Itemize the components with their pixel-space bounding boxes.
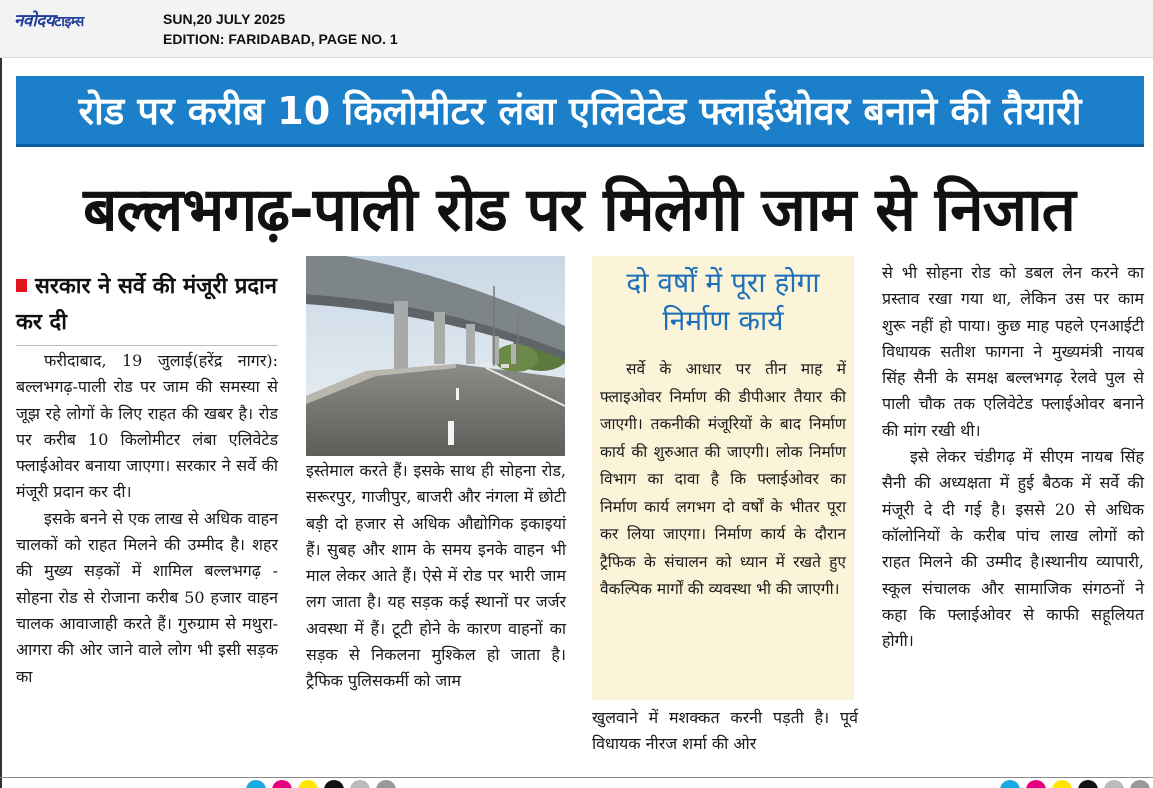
article-column-3	[592, 705, 858, 758]
column1-paragraph-2: इसके बनने से एक लाख से अधिक वाहन चालकों को राहत मिलने की उम्मीद है। शहर की मुख्य सड़कों में शामिल बल्लभगढ़ - सोहना रोड से रोजाना करीब 50 हजार वाहन चालक आवाजाही करते हैं। गुरुग्राम से मथुरा-आगरा की ओर जाने वाले लोग भी इसी सड़क का	[16, 508, 278, 686]
column2-text: इस्तेमाल करते हैं। इसके साथ ही सोहना रोड, सरूरपुर, गाजीपुर, बाजरी और नंगला में छोटी बड़ी दो हजार से अधिक औद्योगिक इकाइयां हैं। सुबह और शाम के समय इनके वाहन भी माल लेकर आते हैं। ऐसे में रोड पर भारी जाम लग जाता है। यह सड़क कई स्थानों पर जर्जर अवस्था में हैं। टूटी होने के कारण वाहनों का सड़क से निकलना मुश्किल हो जाता है। ट्रैफिक पुलिसकर्मी को जाम	[306, 461, 566, 691]
elevated-flyover-image	[306, 256, 565, 456]
bottom-divider	[0, 777, 1153, 778]
subheadline-text: सरकार ने सर्वे की मंजूरी प्रदान कर दी	[16, 274, 277, 335]
kicker-banner: रोड पर करीब 10 किलोमीटर लंबा एलिवेटेड फ्लाईओवर बनाने की तैयारी	[16, 76, 1144, 147]
sidebar-story-text: सर्वे के आधार पर तीन माह में फ्लाइओवर निर्माण की डीपीआर तैयार की जाएगी। तकनीकी मंजूरियों के बाद निर्माण कार्य की शुरुआत की जाएगी। लोक निर्माण विभाग का दावा है कि फ्लाईओवर का निर्माण कार्य लगभग दो वर्षों के भीतर पूरा कर लिया जाएगा। निर्माण कार्य के दौरान ट्रैफिक के संचालन को ध्यान में रखते हुए वैकल्पिक मार्गों की व्यवस्था भी की जाएगी।	[600, 360, 846, 598]
column4-paragraph-1: से भी सोहना रोड को डबल लेन करने का प्रस्ताव रखा गया था, लेकिन उस पर काम शुरू नहीं हो पाया। कुछ माह पहले एनआईटी विधायक सतीश फागना ने मुख्यमंत्री नायब सिंह सैनी के समक्ष बल्लभगढ़ रेलवे पुल से पाली चौक तक एलिवेटेड फ्लाईओवर बनाने की मांग रखी थी।	[882, 263, 1144, 440]
article-column-1	[16, 348, 278, 690]
red-square-bullet-icon	[16, 279, 27, 292]
logo-tail: टाइम्स	[54, 14, 84, 30]
sidebar-story-box	[592, 256, 854, 700]
main-headline: बल्लभगढ़-पाली रोड पर मिलेगी जाम से निजात	[83, 175, 1075, 245]
issue-date: SUN,20 JULY 2025	[163, 11, 286, 27]
page-header	[0, 0, 1153, 58]
subheadline	[16, 269, 278, 341]
sidebar-story-body	[600, 356, 846, 604]
newspaper-page	[0, 58, 1153, 788]
column4-paragraph-2: इसे लेकर चंडीगढ़ में सीएम नायब सिंह सैनी की अध्यक्षता में हुई बैठक में सर्वे की मंजूरी दे दी गई है। इससे 20 से अधिक कॉलोनियों के करीब पांच लाख लोगों को राहत मिलने की उम्मीद है।स्थानीय व्यापारी, स्कूल संचालक और सामाजिक संगठनों ने कहा कि फ्लाईओवर से काफी सहूलियत होगी।	[882, 447, 1144, 651]
column3-text: खुलवाने में मशक्कत करनी पड़ती है। पूर्व विधायक नीरज शर्मा की ओर	[592, 708, 858, 754]
article-column-4	[882, 260, 1144, 654]
sidebar-title-line-2: निर्माण कार्य	[662, 304, 784, 337]
logo-main: नवोदय	[14, 11, 55, 31]
flyover-photo	[306, 256, 565, 456]
newspaper-logo	[14, 8, 84, 31]
sidebar-title-line-1: दो वर्षों में पूरा होगा	[626, 266, 820, 299]
article-column-2	[306, 458, 566, 695]
sidebar-story-title	[592, 264, 854, 340]
edition-page: EDITION: FARIDABAD, PAGE NO. 1	[163, 31, 398, 47]
subhead-divider	[16, 345, 278, 346]
edition-info	[163, 9, 398, 49]
column1-paragraph-1: फरीदाबाद, 19 जुलाई(हरेंद्र नागर): बल्लभगढ़-पाली रोड पर जाम की समस्या से जूझ रहे लोगों के लिए राहत की खबर है। रोड पर करीब 10 किलोमीटर लंबा एलिवेटेड फ्लाईओवर बनाया जाएगा। सरकार ने सर्वे की मंजूरी प्रदान कर दी।	[16, 351, 278, 502]
